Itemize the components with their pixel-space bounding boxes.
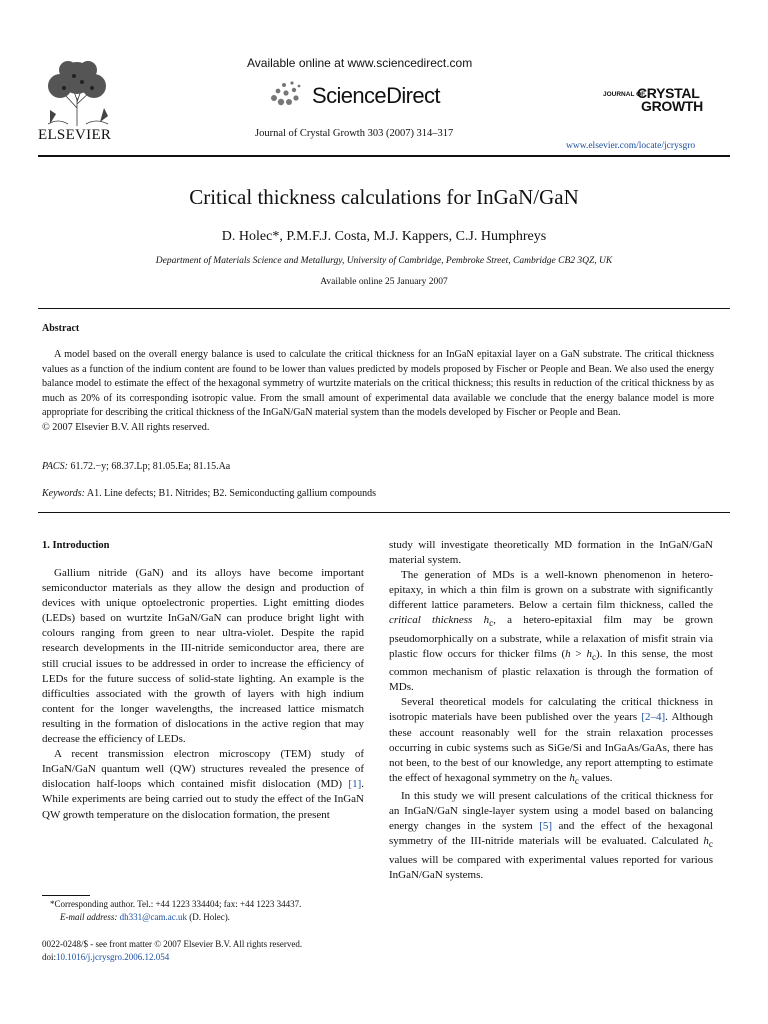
text-segment: ). In this sense, the most common mechanism of plastic relaxation is through the formation of MDs.	[389, 647, 713, 694]
subscript-c: c	[708, 839, 713, 850]
footnote-divider	[42, 895, 90, 896]
pacs-codes	[42, 461, 230, 472]
abstract-copyright: © 2007 Elsevier B.V. All rights reserved.	[42, 421, 210, 433]
publisher-name: ELSEVIER	[38, 127, 112, 143]
intro-paragraph-3	[389, 568, 713, 695]
text-segment: . While experiments are being carried out to study the effect of the InGaN QW growth temperature on the dislocation formation, the present	[42, 778, 364, 821]
available-online-date: Available online 25 January 2007	[320, 277, 448, 287]
symbol-h: h	[569, 771, 575, 784]
sciencedirect-wordmark: ScienceDirect	[312, 83, 440, 108]
subscript-c: c	[591, 652, 597, 663]
abstract-heading: Abstract	[42, 323, 80, 334]
corresponding-author-footnote	[42, 898, 372, 924]
citation-link-5[interactable]: [5]	[539, 820, 553, 833]
text-segment: , a hetero-epitaxial film may be grown pseudomorphically on a substrate, while a relaxation of misfit strain via plastic flow occurs for thicker films (	[389, 614, 713, 660]
right-column	[389, 538, 713, 883]
corresponding-author-contact: *Corresponding author. Tel.: +44 1223 334404; fax: +44 1223 34437.	[50, 899, 302, 909]
symbol-h: h	[565, 647, 571, 660]
text-segment: The generation of MDs is a well-known phenomenon in hetero-epitaxy, in which a thin film is grown on a substrate with significantly different lattice parameters. Below a certain film thickness, called the	[389, 569, 713, 612]
journal-url-link[interactable]: www.elsevier.com/locate/jcrysgro	[566, 141, 696, 151]
journal-logo-crystal: CRYSTAL	[637, 85, 700, 101]
abstract-body	[42, 348, 714, 435]
symbol-h: h	[703, 835, 709, 848]
article-authors: D. Holec*, P.M.F.J. Costa, M.J. Kappers, C.J. Humphreys	[221, 229, 547, 244]
intro-paragraph-2	[42, 747, 364, 822]
keywords	[42, 488, 376, 499]
email-line	[42, 911, 372, 924]
intro-paragraph-1: Gallium nitride (GaN) and its alloys have become important semiconductor materials as they allow the design and production of devices with unique optoelectronic properties. Light emitting diodes (LEDs) based on wurtzite InGaN/GaN can produce bright light with colours ranging from green to near ultra-violet. Despite the rapid research developments in the III-nitride semiconductor area, there are still crucial issues to be addressed in order to increase the efficiency of LEDs for the future success of solid-state lighting. An example is the difficulties associated with the growth of layers with high indium content for the longer wavelengths, the increased lattice mismatch resulting in the formation of dislocations in the active region that may decrease the efficiency of LEDs.	[42, 567, 364, 746]
intro-paragraph-4	[389, 695, 713, 789]
symbol-h: h	[586, 647, 592, 660]
text-segment: and the effect of the hexagonal symmetry of the III-nitride materials will be evaluated. Calculated	[389, 820, 713, 848]
journal-logo-growth: GROWTH	[641, 98, 703, 114]
journal-citation: Journal of Crystal Growth 303 (2007) 314–317	[255, 128, 454, 139]
available-online-at: Available online at www.sciencedirect.com	[247, 56, 473, 70]
elsevier-tree-logo-icon	[38, 58, 116, 128]
text-segment: In this study we will present calculations of the critical thickness for an InGaN/GaN single-layer system using a model based on balancing energy changes in the system	[389, 790, 713, 833]
header-divider	[38, 155, 730, 157]
text-segment: A recent transmission electron microscopy (TEM) study of InGaN/GaN quantum well (QW) structures revealed the presence of dislocation half-loops which contained misfit dislocation (MD)	[42, 748, 364, 791]
doi-link[interactable]: 10.1016/j.jcrysgro.2006.12.054	[56, 952, 170, 962]
doi-line	[42, 951, 169, 964]
journal-logo-journal-of: JOURNAL OF	[603, 91, 646, 98]
keywords-value: A1. Line defects; B1. Nitrides; B2. Semiconducting gallium compounds	[84, 488, 377, 499]
pacs-value: 61.72.−y; 68.37.Lp; 81.05.Ea; 81.15.Aa	[67, 461, 231, 472]
text-segment: Several theoretical models for calculating the critical thickness in isotropic materials have been published over the years	[389, 696, 713, 724]
doi-label: doi:	[42, 952, 57, 962]
email-label: E-mail address:	[60, 912, 118, 922]
abstract-bottom-divider	[38, 512, 730, 513]
author-affiliation: Department of Materials Science and Metallurgy, University of Cambridge, Pembroke Street, Cambridge CB2 3QZ, UK	[155, 256, 613, 266]
pacs-label: PACS:	[42, 461, 68, 472]
subscript-c: c	[574, 775, 579, 786]
subscript-c: c	[489, 618, 494, 629]
email-link[interactable]: dh331@cam.ac.uk	[119, 912, 187, 922]
abstract-text: A model based on the overall energy balance is used to calculate the critical thickness for an InGaN epitaxial layer on a GaN substrate. The critical thickness values as a function of the indium content are found to be lower than values predicted by models proposed by Fischer or People and Bean. We also used the energy balance model to estimate the effect of the hexagonal symmetry of wurtzite materials on the critical thickness; this results in reduction of the critical thickness by as much as 20% of its corresponding isotropic value. From the small amount of experimental data available we conclude that the energy balance model is more appropriate for describing the critical thickness of the InGaN/GaN material system than the models developed by Fischer or People and Bean.	[42, 349, 714, 418]
text-segment: values.	[578, 771, 613, 784]
text-segment: values will be compared with experimental values reported for various InGaN/GaN systems.	[389, 853, 713, 881]
intro-paragraph-continued: study will investigate theoretically MD formation in the InGaN/GaN material system.	[389, 539, 713, 567]
keywords-label: Keywords:	[42, 488, 85, 499]
left-column	[42, 566, 364, 823]
front-matter-notice: 0022-0248/$ - see front matter © 2007 Elsevier B.V. All rights reserved.	[42, 939, 303, 949]
emphasis-critical-thickness: critical thickness h	[389, 614, 490, 627]
citation-link-2-4[interactable]: [2–4]	[641, 711, 666, 724]
email-owner: (D. Holec).	[186, 912, 230, 922]
symbol-greater-than: >	[570, 647, 587, 660]
sciencedirect-dots-icon	[268, 78, 304, 108]
intro-paragraph-5	[389, 789, 713, 883]
text-segment: . Although these account reasonably well for the strain relaxation processes occurring in cubic systems such as SiGe/Si and InGaAs/GaAs, there has not been, to the best of our knowledge, any report attempting to estimate the effect of hexagonal symmetry on the	[389, 711, 713, 784]
journal-logo	[603, 86, 715, 112]
article-title: Critical thickness calculations for InGaN/GaN	[189, 185, 579, 209]
citation-link-1[interactable]: [1]	[348, 778, 362, 791]
abstract-top-divider	[38, 308, 730, 309]
section-heading-introduction: 1. Introduction	[42, 540, 110, 551]
